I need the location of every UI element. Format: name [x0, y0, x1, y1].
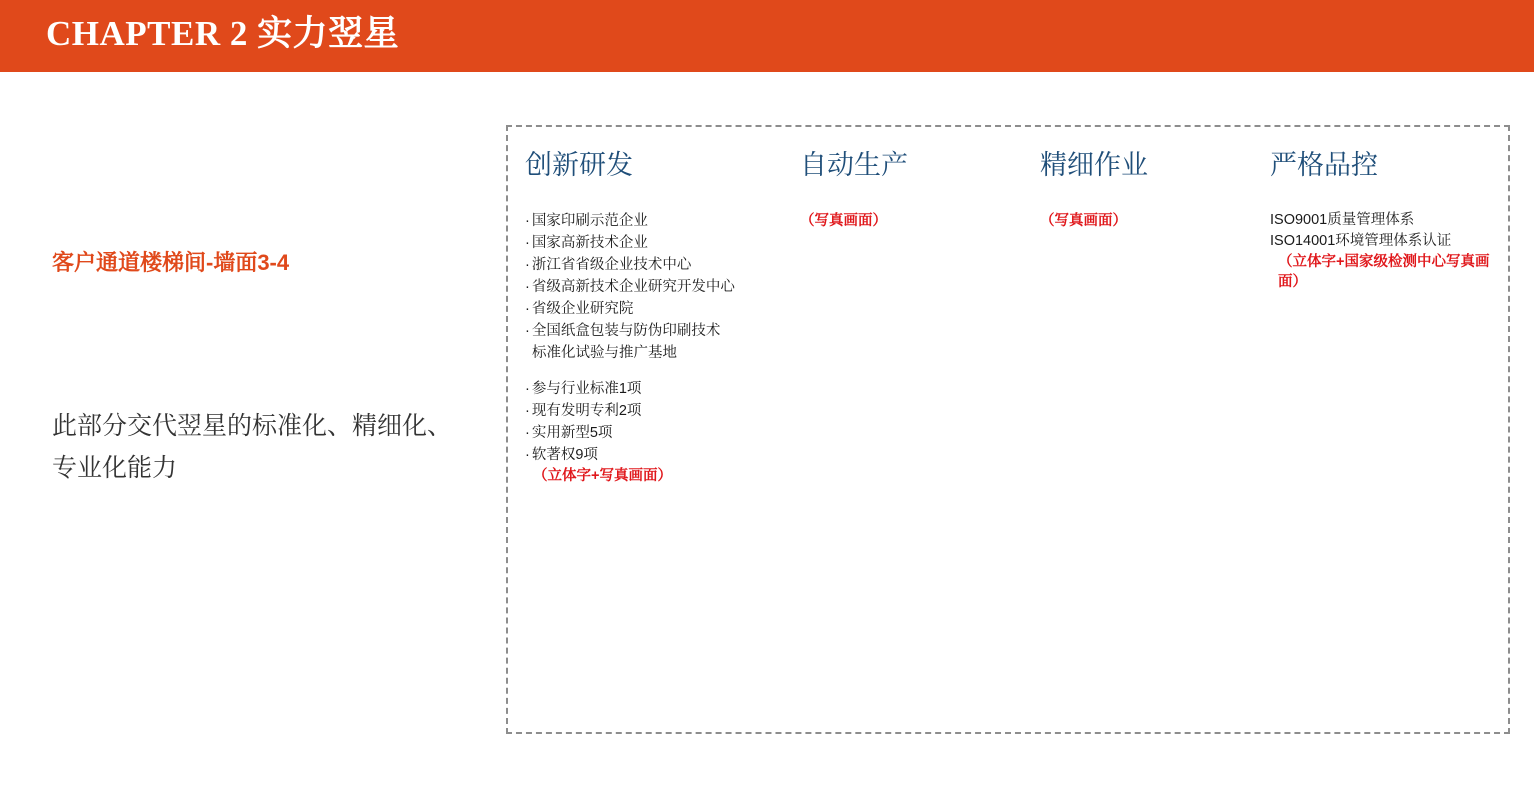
list-spacer	[525, 364, 805, 378]
list-item: · 现有发明专利2项	[525, 400, 805, 422]
column-title-fine-work: 精细作业	[1040, 150, 1148, 180]
quality-control-note: （立体字+国家级检测中心写真画面）	[1278, 254, 1490, 290]
list-item: · 全国纸盒包装与防伪印刷技术	[525, 320, 805, 342]
left-description: 此部分交代翌星的标准化、精细化、专业化能力	[52, 412, 453, 482]
column-fine-work	[1040, 148, 1240, 232]
column-title-innovation: 创新研发	[525, 150, 633, 180]
list-item: · 省级企业研究院	[525, 298, 805, 320]
list-item: · 参与行业标准1项	[525, 378, 805, 400]
innovation-note: （立体字+写真画面）	[533, 468, 672, 484]
column-title-quality-control: 严格品控	[1270, 150, 1378, 180]
wall-label: 客户通道楼梯间-墙面3-4	[52, 250, 290, 275]
quality-certifications	[1270, 210, 1510, 252]
innovation-bullets	[525, 210, 805, 486]
wall-label-block	[52, 248, 452, 278]
header-band	[0, 0, 1534, 72]
page-title: CHAPTER 2 实力翌星	[46, 14, 400, 53]
list-item: ISO14001环境管理体系认证	[1270, 233, 1452, 249]
list-item: · 省级高新技术企业研究开发中心	[525, 276, 805, 298]
list-item: · 国家印刷示范企业	[525, 210, 805, 232]
list-item: · 软著权9项	[525, 444, 805, 466]
list-item: · 国家高新技术企业	[525, 232, 805, 254]
fine-work-note: （写真画面）	[1040, 213, 1127, 229]
column-automation	[800, 148, 1000, 232]
automation-note: （写真画面）	[800, 213, 887, 229]
list-item-continuation: 标准化试验与推广基地	[532, 345, 677, 361]
column-innovation	[525, 148, 805, 486]
column-quality-control	[1270, 148, 1510, 292]
list-item: · 浙江省省级企业技术中心	[525, 254, 805, 276]
list-item: ISO9001质量管理体系	[1270, 212, 1415, 228]
list-item: · 实用新型5项	[525, 422, 805, 444]
column-title-automation: 自动生产	[800, 150, 908, 180]
